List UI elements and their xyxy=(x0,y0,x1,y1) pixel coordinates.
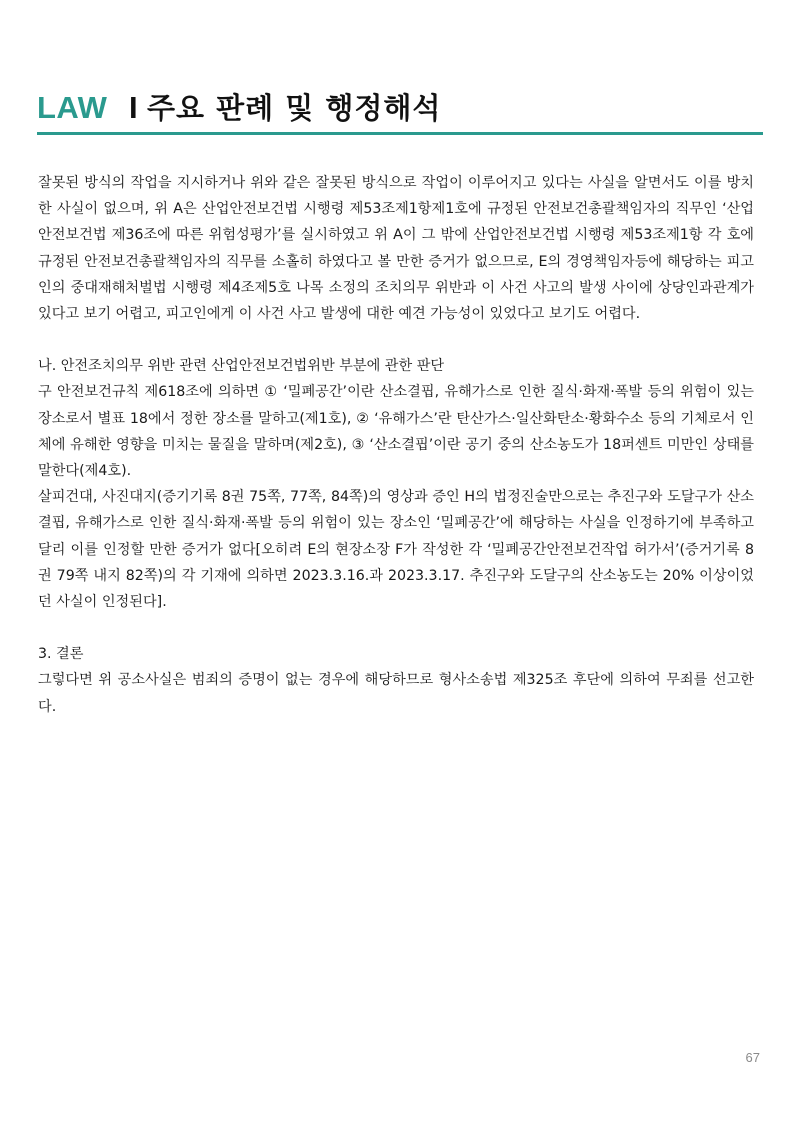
section-heading-conclusion: 3. 결론 xyxy=(38,646,84,663)
paragraph-gap xyxy=(38,615,754,641)
paragraph-gap xyxy=(38,327,754,353)
brand-label: LAW xyxy=(37,90,108,125)
paragraph-verdict: 그렇다면 위 공소사실은 범죄의 증명이 없는 경우에 해당하므로 형사소송법 제325조 후단에 의하여 무죄를 선고한다. xyxy=(38,672,754,715)
section-heading-safety-measures: 나. 안전조치의무 위반 관련 산업안전보건법위반 부분에 관한 판단 xyxy=(38,358,445,375)
document-body xyxy=(38,170,754,720)
page-number: 67 xyxy=(745,1050,760,1065)
page-title: 주요 판례 및 행정해석 xyxy=(147,91,442,125)
page-header xyxy=(37,86,763,136)
paragraph-evidence-review: 살피건대, 사진대지(증기기록 8권 75쪽, 77쪽, 84쪽)의 영상과 증인 H의 법정진술만으로는 추진구와 도달구가 산소결핍, 유해가스로 인한 질식·화재·폭발 등의 위험이 있는 장소인 ‘밀폐공간’에 해당하는 사실을 인정하기에 부족하고 달리 이를 인정할 만한 증거가 없다[오히려 E의 현장소장 F가 작성한 각 ‘밀폐공간안전보건작업 허가서’(증거기록 8권 79쪽 내지 82쪽)의 각 기재에 의하면 2023.3.16.과 2023.3.17. 추진구와 도달구의 산소농도는 20% 이상이었던 사실이 인정된다]. xyxy=(38,489,754,611)
header-divider xyxy=(37,132,763,135)
paragraph-conclusion-causation: 잘못된 방식의 작업을 지시하거나 위와 같은 잘못된 방식으로 작업이 이루어지고 있다는 사실을 알면서도 이를 방치한 사실이 없으며, 위 A은 산업안전보건법 시행령 제53조제1항제1호에 규정된 안전보건총괄책임자의 직무인 ‘산업안전보건법 제36조에 따른 위험성평가’를 실시하였고 위 A이 그 밖에 산업안전보건법 시행령 제53조제1항 각 호에 규정된 안전보건총괄책임자의 직무를 소홀히 하였다고 볼 만한 증거가 없으므로, E의 경영책임자등에 해당하는 피고인의 중대재해처벌법 시행령 제4조제5호 나목 소정의 조치의무 위반과 이 사건 사고의 발생 사이에 상당인과관계가 있다고 보기 어렵고, 피고인에게 이 사건 사고 발생에 대한 예견 가능성이 있었다고 보기도 어렵다. xyxy=(38,175,754,323)
paragraph-safety-rules: 구 안전보건규칙 제618조에 의하면 ① ‘밀폐공간’이란 산소결핍, 유해가스로 인한 질식·화재·폭발 등의 위험이 있는 장소로서 별표 18에서 정한 장소를 말하고(제1호), ② ‘유해가스’란 탄산가스·일산화탄소·황화수소 등의 기체로서 인체에 유해한 영향을 미치는 물질을 말하며(제2호), ③ ‘산소결핍’이란 공기 중의 산소농도가 18퍼센트 미만인 상태를 말한다(제4호). xyxy=(38,384,754,480)
header-separator: I xyxy=(129,90,138,125)
